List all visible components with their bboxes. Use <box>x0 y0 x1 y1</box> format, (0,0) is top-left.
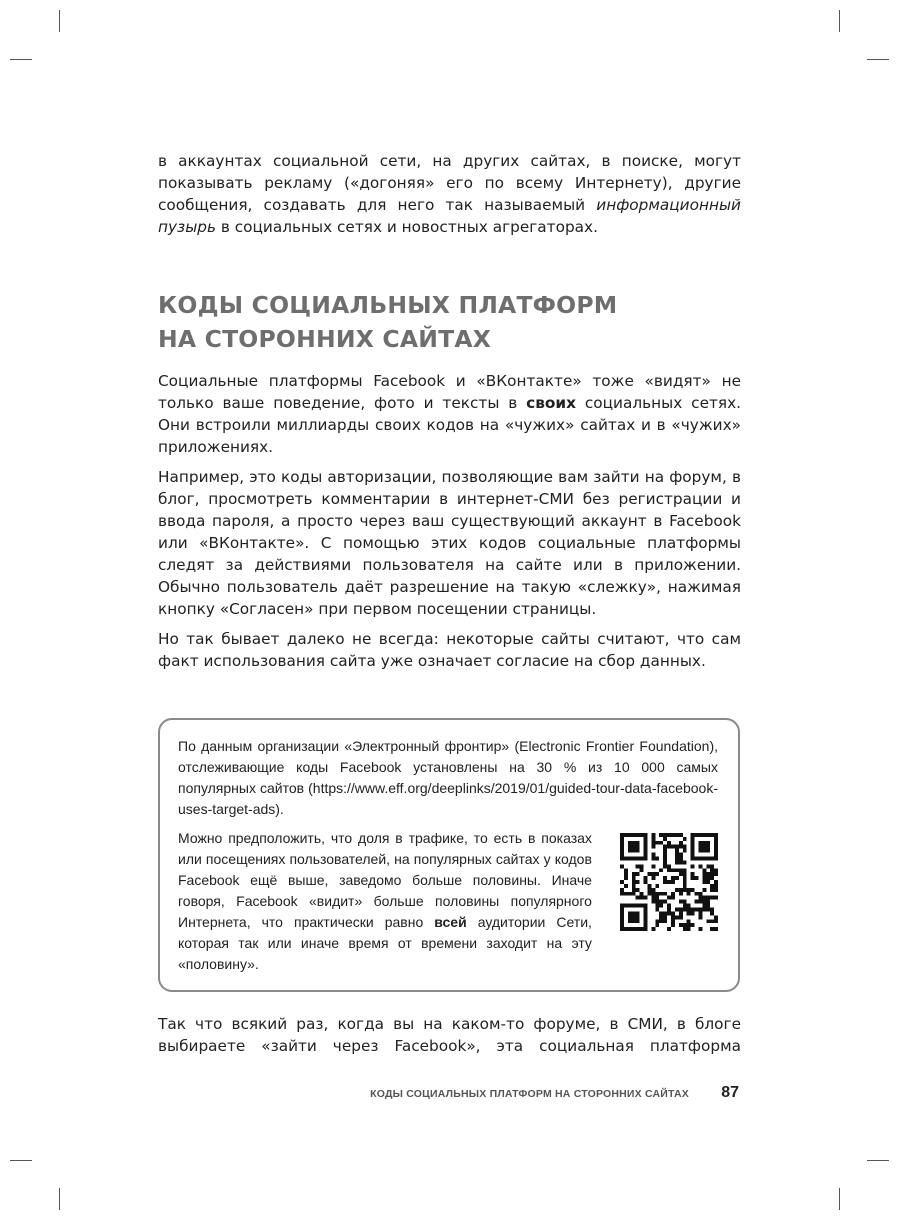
body-paragraph: Но так бывает далеко не всегда: некоторые сайты считают, что сам факт использования сайта уже означает согласие на сбор данных. <box>158 630 741 670</box>
qr-module <box>659 915 663 919</box>
qr-module <box>651 900 655 904</box>
qr-module <box>691 888 695 892</box>
qr-module <box>702 904 706 908</box>
qr-module <box>683 884 687 888</box>
qr-module <box>683 845 687 849</box>
qr-module <box>667 911 671 915</box>
qr-module <box>667 880 671 884</box>
text-line: в аккаунтах социальной сети, на других сайтах, в поиске, могут <box>158 152 741 170</box>
qr-module <box>667 841 671 845</box>
qr-module <box>679 872 683 876</box>
closing-paragraph <box>158 1013 741 1057</box>
text-line: Так что всякий раз, когда вы на каком-то форуме, в СМИ, в блоге <box>158 1015 741 1033</box>
qr-module <box>659 868 663 872</box>
qr-module <box>655 919 659 923</box>
qr-module <box>702 868 706 872</box>
qr-module <box>667 868 671 872</box>
qr-module <box>702 908 706 912</box>
qr-module <box>683 900 687 904</box>
qr-module <box>663 919 667 923</box>
qr-module <box>679 911 683 915</box>
text-run: социальных сетях. Они встроили миллиарды своих кодов на «чужих» сайтах и в «чужих» приложениях. <box>158 394 742 456</box>
qr-module <box>624 868 628 872</box>
qr-module <box>655 884 659 888</box>
qr-module <box>671 919 675 923</box>
qr-module <box>687 923 691 927</box>
qr-module <box>647 872 651 876</box>
qr-module <box>663 915 667 919</box>
note-paragraph: По данным организации «Электронный фронтир» (Electronic Frontier Foundation), отслеживающие коды Facebook установлены на 30 % из 10 000 самых популярных сайтов (https://www.eff.org/deeplinks/2019/01/guided-tour-data-facebook-uses-target-ads). <box>178 738 718 817</box>
qr-module <box>655 841 659 845</box>
qr-module <box>698 908 702 912</box>
qr-module <box>659 833 663 837</box>
qr-module <box>679 853 683 857</box>
section-heading <box>158 288 741 356</box>
qr-module <box>640 892 644 896</box>
crop-mark <box>10 1160 32 1161</box>
qr-module <box>632 872 636 876</box>
qr-module <box>683 888 687 892</box>
qr-module <box>651 896 655 900</box>
qr-module <box>647 892 651 896</box>
body-paragraph: Например, это коды авторизации, позволяющие вам зайти на форум, в блог, просмотреть комментарии в интернет-СМИ без регистрации и ввода пароля, а просто через ваш существующий аккаунт в Facebook или «ВКонтакте». С помощью этих кодов социальные платформы следят за действиями пользователя на сайте или в приложении. Обычно пользователь даёт разрешение на такую «слежку», нажимая кнопку «Согласен» при первом посещении страницы. <box>158 468 741 618</box>
qr-module <box>710 884 714 888</box>
qr-module <box>710 864 714 868</box>
qr-module <box>679 845 683 849</box>
qr-code-icon <box>620 832 718 932</box>
qr-module <box>636 880 640 884</box>
qr-module <box>683 876 687 880</box>
qr-module <box>624 892 628 896</box>
qr-module <box>655 923 659 927</box>
page-content <box>158 150 741 672</box>
qr-module <box>655 892 659 896</box>
sidebar-note-box <box>158 718 740 992</box>
qr-module <box>679 833 683 837</box>
qr-module <box>667 927 671 931</box>
qr-module <box>663 853 667 857</box>
qr-module <box>710 872 714 876</box>
qr-module <box>675 849 679 853</box>
text-run: в социальных сетях и новостных агрегаторах. <box>216 218 598 236</box>
qr-module <box>663 849 667 853</box>
qr-module <box>683 904 687 908</box>
qr-module <box>640 896 644 900</box>
qr-module <box>655 908 659 912</box>
qr-module <box>643 880 647 884</box>
qr-module <box>691 911 695 915</box>
qr-module <box>710 896 714 900</box>
text-line <box>158 216 741 238</box>
qr-module <box>671 896 675 900</box>
qr-module <box>636 888 640 892</box>
qr-module <box>714 915 718 919</box>
qr-module <box>679 888 683 892</box>
qr-module <box>643 896 647 900</box>
qr-module <box>628 841 640 853</box>
qr-module <box>663 892 667 896</box>
qr-module <box>671 845 675 849</box>
qr-module <box>663 837 667 841</box>
crop-mark <box>867 59 889 60</box>
intro-paragraph <box>158 150 741 238</box>
qr-module <box>659 841 663 845</box>
qr-module <box>710 927 714 931</box>
body-paragraph <box>158 370 741 458</box>
qr-module <box>679 841 683 845</box>
qr-module <box>687 911 691 915</box>
qr-module <box>640 864 644 868</box>
qr-module <box>687 927 691 931</box>
qr-module <box>655 904 659 908</box>
qr-module <box>620 892 624 896</box>
qr-module <box>651 876 655 880</box>
crop-mark <box>59 10 60 32</box>
qr-module <box>620 880 624 884</box>
text-run: сообщения, создавать для него так называемый <box>158 196 597 214</box>
italic-term: информационный <box>596 196 741 214</box>
qr-module <box>663 860 667 864</box>
qr-module <box>698 892 702 896</box>
qr-module <box>714 868 718 872</box>
text-run: аудитории Сети, которая так или иначе время от времени заходит на эту «половину». <box>178 914 592 972</box>
qr-module <box>710 868 714 872</box>
qr-module <box>675 868 679 872</box>
qr-module <box>632 892 636 896</box>
qr-module <box>655 900 659 904</box>
qr-module <box>663 856 667 860</box>
qr-module <box>655 896 659 900</box>
qr-module <box>624 872 628 876</box>
qr-module <box>714 884 718 888</box>
qr-module <box>663 833 667 837</box>
text-run: Можно предположить, что доля в трафике, то есть в показах или посещениях пользователей, на популярных сайтах у кодов Facebook ещё выше, заведомо больше половины. Иначе говоря, Facebook «видит» больше половины популярного Интернета, что практически равно <box>178 830 592 930</box>
qr-module <box>655 872 659 876</box>
qr-module <box>671 868 675 872</box>
qr-module <box>663 845 667 849</box>
crop-mark <box>867 1160 889 1161</box>
qr-module <box>710 888 714 892</box>
page-footer <box>158 1084 741 1106</box>
qr-module <box>698 915 702 919</box>
qr-module <box>714 896 718 900</box>
qr-module <box>683 923 687 927</box>
qr-module <box>632 884 636 888</box>
crop-mark <box>839 10 840 32</box>
qr-module <box>663 880 667 884</box>
qr-module <box>651 833 655 837</box>
qr-module <box>671 915 675 919</box>
qr-module <box>659 892 663 896</box>
qr-module <box>683 872 687 876</box>
qr-module <box>706 896 710 900</box>
bold-term: своих <box>526 394 576 412</box>
qr-module <box>624 884 628 888</box>
qr-module <box>706 908 710 912</box>
qr-module <box>651 892 655 896</box>
qr-module <box>620 864 624 868</box>
qr-module <box>632 888 636 892</box>
qr-module <box>671 911 675 915</box>
qr-module <box>683 860 687 864</box>
qr-module <box>651 845 655 849</box>
qr-module <box>651 856 655 860</box>
qr-module <box>651 888 655 892</box>
qr-module <box>628 911 640 923</box>
qr-module <box>702 900 706 904</box>
qr-module <box>691 872 695 876</box>
page-number: 87 <box>721 1084 739 1101</box>
qr-module <box>636 864 640 868</box>
qr-module <box>710 919 714 923</box>
crop-mark <box>839 1188 840 1210</box>
qr-module <box>687 919 691 923</box>
qr-module <box>679 900 683 904</box>
italic-term: пузырь <box>158 218 216 236</box>
qr-module <box>667 904 671 908</box>
qr-module <box>679 856 683 860</box>
qr-module <box>651 872 655 876</box>
qr-module <box>679 923 683 927</box>
qr-module <box>698 911 702 915</box>
text-line: показывать рекламу («догоняя» его по всему Интернету), другие <box>158 174 741 192</box>
heading-line: НА СТОРОННИХ САЙТАХ <box>158 325 492 353</box>
qr-module <box>706 900 710 904</box>
qr-module <box>675 853 679 857</box>
qr-module <box>691 876 695 880</box>
qr-module <box>683 880 687 884</box>
qr-module <box>691 923 695 927</box>
qr-module <box>671 923 675 927</box>
qr-module <box>675 908 679 912</box>
qr-module <box>714 872 718 876</box>
text-run: Социальные платформы Facebook и «ВКонтакте» тоже «видят» не только ваше поведение, фото и тексты в <box>158 372 741 412</box>
qr-module <box>687 888 691 892</box>
qr-module <box>636 872 640 876</box>
qr-module <box>702 880 706 884</box>
bold-term: всей <box>434 914 467 930</box>
qr-module <box>698 841 710 853</box>
qr-module <box>683 908 687 912</box>
qr-module <box>659 900 663 904</box>
qr-module <box>675 876 679 880</box>
qr-module <box>714 888 718 892</box>
qr-module <box>659 919 663 923</box>
qr-module <box>667 833 671 837</box>
qr-module <box>714 919 718 923</box>
qr-module <box>675 915 679 919</box>
qr-module <box>651 853 655 857</box>
qr-module <box>647 884 651 888</box>
qr-module <box>687 904 691 908</box>
qr-module <box>643 876 647 880</box>
note-row <box>178 828 718 975</box>
qr-module <box>683 868 687 872</box>
qr-module <box>698 900 702 904</box>
qr-module <box>679 915 683 919</box>
qr-module <box>667 896 671 900</box>
qr-module <box>706 919 710 923</box>
qr-module <box>702 876 706 880</box>
qr-module <box>655 856 659 860</box>
qr-module <box>694 900 698 904</box>
qr-module <box>675 856 679 860</box>
text-line: выбираете «зайти через Facebook», эта социальная платформа <box>158 1037 741 1055</box>
qr-module <box>679 860 683 864</box>
qr-module <box>620 888 624 892</box>
qr-module <box>694 876 698 880</box>
qr-module <box>691 864 695 868</box>
text-line <box>158 194 741 216</box>
qr-module <box>683 849 687 853</box>
qr-module <box>663 911 667 915</box>
qr-module <box>710 911 714 915</box>
qr-module <box>698 896 702 900</box>
crop-mark <box>10 59 32 60</box>
qr-module <box>651 837 655 841</box>
qr-module <box>706 872 710 876</box>
running-head: КОДЫ СОЦИАЛЬНЫХ ПЛАТФОРМ НА СТОРОННИХ САЙТАХ <box>370 1088 689 1100</box>
qr-module <box>640 868 644 872</box>
qr-module <box>628 892 632 896</box>
qr-module <box>694 892 698 896</box>
qr-module <box>667 845 671 849</box>
qr-module <box>702 872 706 876</box>
qr-module <box>675 860 679 864</box>
qr-module <box>706 904 710 908</box>
heading-line: КОДЫ СОЦИАЛЬНЫХ ПЛАТФОРМ <box>158 291 618 319</box>
qr-module <box>706 864 710 868</box>
qr-module <box>667 864 671 868</box>
qr-module <box>663 876 667 880</box>
qr-module <box>706 876 710 880</box>
qr-module <box>702 888 706 892</box>
qr-module <box>706 880 710 884</box>
qr-module <box>691 908 695 912</box>
qr-module <box>671 833 675 837</box>
crop-mark <box>59 1188 60 1210</box>
qr-module <box>671 876 675 880</box>
qr-module <box>632 876 636 880</box>
qr-module <box>702 896 706 900</box>
qr-module <box>687 908 691 912</box>
qr-module <box>671 892 675 896</box>
qr-module <box>679 908 683 912</box>
qr-module <box>651 864 655 868</box>
qr-module <box>663 864 667 868</box>
qr-module <box>683 927 687 931</box>
qr-module <box>675 888 679 892</box>
qr-module <box>671 880 675 884</box>
qr-module <box>683 837 687 841</box>
qr-module <box>698 864 702 868</box>
qr-module <box>687 892 691 896</box>
note-paragraph <box>178 828 592 975</box>
qr-module <box>667 908 671 912</box>
qr-module <box>651 927 655 931</box>
qr-module <box>675 845 679 849</box>
qr-module <box>624 876 628 880</box>
qr-module <box>694 908 698 912</box>
qr-module <box>710 876 714 880</box>
qr-module <box>675 833 679 837</box>
qr-module <box>632 880 636 884</box>
qr-module <box>636 896 640 900</box>
qr-module <box>714 927 718 931</box>
qr-module <box>659 911 663 915</box>
qr-module <box>679 892 683 896</box>
qr-module <box>647 888 651 892</box>
qr-module <box>714 880 718 884</box>
qr-module <box>710 908 714 912</box>
qr-module <box>651 841 655 845</box>
qr-module <box>659 904 663 908</box>
qr-module <box>698 927 702 931</box>
qr-module <box>663 900 667 904</box>
qr-module <box>679 868 683 872</box>
